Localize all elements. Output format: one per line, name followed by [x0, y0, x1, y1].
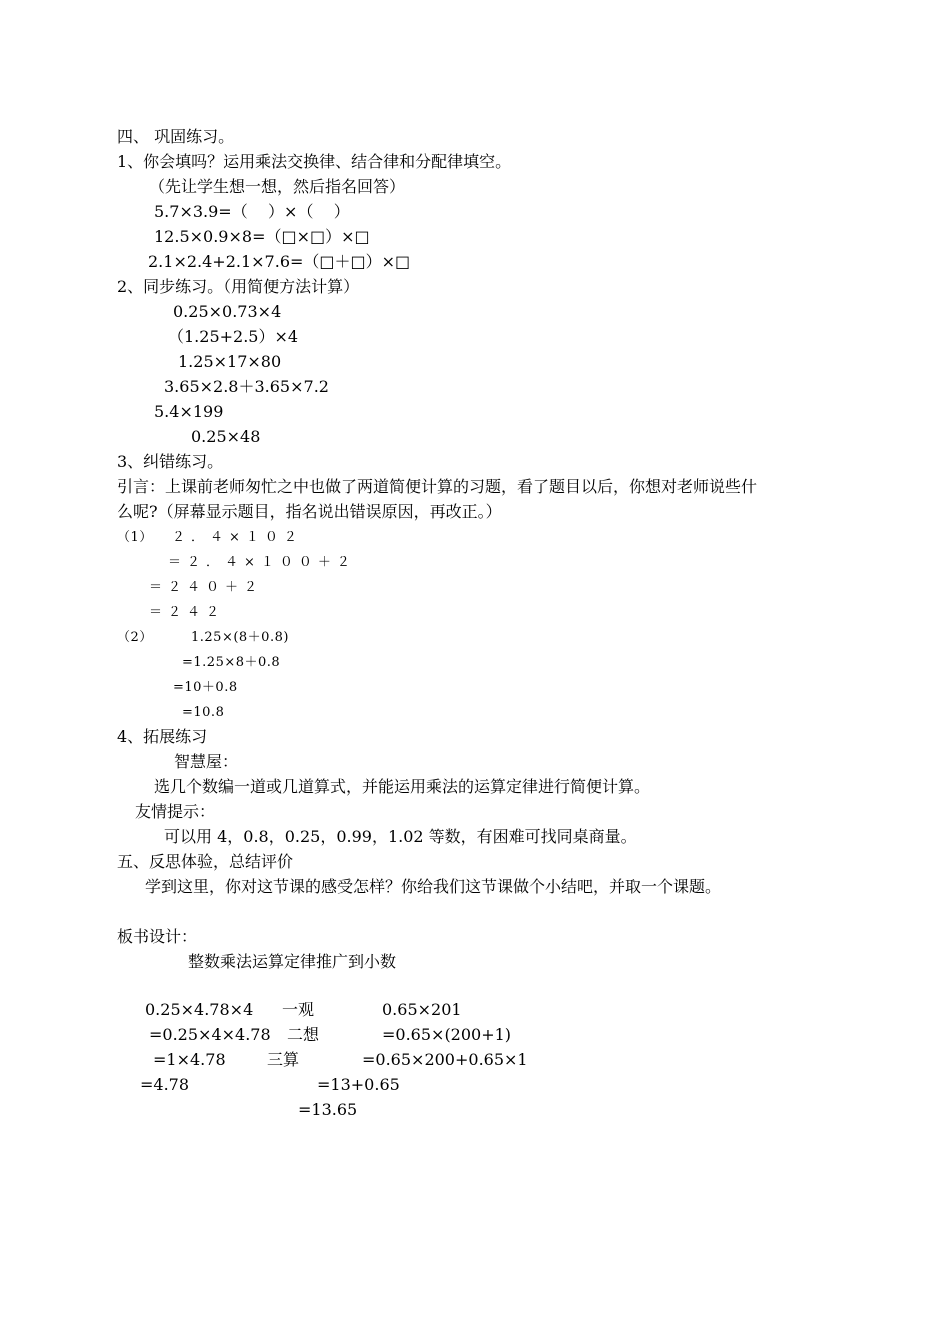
ex4-sub: 智慧屋： [174, 752, 239, 771]
ex2-line-3: 1.25×17×80 [178, 352, 282, 371]
ex3-p1-line-2: ＝２．４×１００＋２ [168, 555, 356, 570]
ex3-intro-line-2: 么呢?（屏幕显示题目，指名说出错误原因，再改正。） [117, 502, 502, 521]
board-left-3: =1×4.78 [153, 1050, 226, 1069]
ex2-title: 2、同步练习。（用简便方法计算） [117, 277, 360, 296]
ex4-tip-text: 可以用 4，0.8，0.25，0.99，1.02 等数，有困难可找同桌商量。 [164, 827, 637, 846]
ex3-p1-line-4: ＝２４２ [149, 605, 226, 620]
board-left-4: =4.78 [140, 1075, 190, 1094]
board-title: 整数乘法运算定律推广到小数 [188, 952, 397, 971]
board-label: 板书设计： [117, 927, 198, 946]
ex3-p1-label: （1） [117, 530, 153, 545]
ex3-title: 3、纠错练习。 [117, 452, 224, 471]
ex4-task: 选几个数编一道或几道算式，并能运用乘法的运算定律进行简便计算。 [154, 777, 651, 796]
ex2-line-6: 0.25×48 [191, 427, 261, 446]
ex3-intro-line-1: 引言：上课前老师匆忙之中也做了两道简便计算的习题，看了题目以后，你想对老师说些什 [117, 477, 758, 496]
ex2-line-2: （1.25+2.5）×4 [168, 327, 299, 346]
ex1-note: （先让学生想一想，然后指名回答） [149, 177, 406, 196]
section5-heading: 五、反思体验，总结评价 [117, 852, 294, 871]
board-right-5: =13.65 [298, 1100, 358, 1119]
ex2-line-4: 3.65×2.8＋3.65×7.2 [164, 377, 329, 396]
ex2-line-5: 5.4×199 [154, 402, 224, 421]
board-step-3: 三算 [267, 1050, 300, 1069]
ex1-title: 1、你会填吗？运用乘法交换律、结合律和分配律填空。 [117, 152, 512, 171]
ex1-line-2: 12.5×0.9×8=（□×□）×□ [154, 227, 370, 246]
ex4-title: 4、拓展练习 [117, 727, 208, 746]
ex2-line-1: 0.25×0.73×4 [173, 302, 282, 321]
board-right-1: 0.65×201 [382, 1000, 462, 1019]
board-step-1: 一观 [282, 1000, 315, 1019]
ex3-p2-line-4: =10.8 [182, 705, 225, 720]
board-right-3: =0.65×200+0.65×1 [362, 1050, 528, 1069]
ex1-line-3: 2.1×2.4+2.1×7.6=（□＋□）×□ [148, 252, 411, 271]
ex1-line-1: 5.7×3.9=（ ）×（ ） [154, 202, 350, 221]
ex4-tip-label: 友情提示： [135, 802, 216, 821]
section4-heading: 四、 巩固练习。 [117, 127, 235, 146]
ex3-p1-line-1: ２．４×１０２ [172, 530, 303, 545]
board-right-4: =13+0.65 [317, 1075, 400, 1094]
ex3-p2-line-2: =1.25×8＋0.8 [182, 655, 281, 670]
ex3-p2-line-1: 1.25×(8＋0.8) [191, 630, 289, 645]
section5-text: 学到这里，你对这节课的感受怎样？你给我们这节课做个小结吧，并取一个课题。 [145, 877, 722, 896]
ex3-p2-label: （2） [117, 630, 153, 645]
board-left-1: 0.25×4.78×4 [145, 1000, 254, 1019]
ex3-p1-line-3: ＝２４０＋２ [149, 580, 264, 595]
board-right-2: =0.65×(200+1) [382, 1025, 512, 1044]
ex3-p2-line-3: =10＋0.8 [173, 680, 238, 695]
board-step-2: 二想 [287, 1025, 320, 1044]
board-left-2: =0.25×4×4.78 [149, 1025, 271, 1044]
